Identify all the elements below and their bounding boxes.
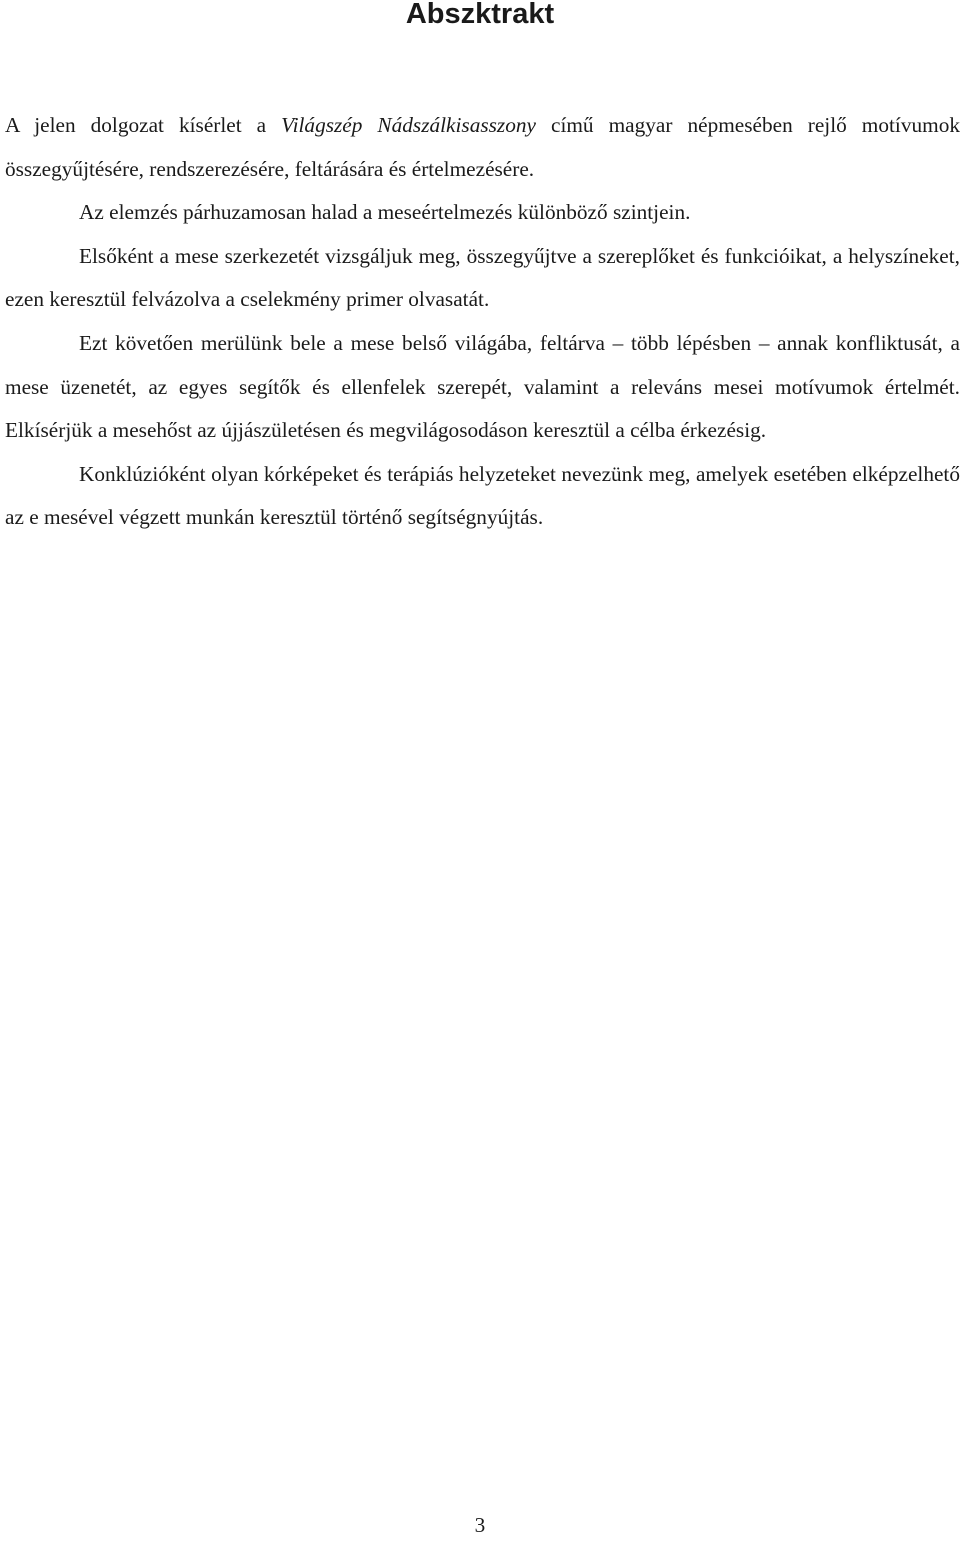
- paragraph-analysis-levels: Az elemzés párhuzamosan halad a meseértelmezés különböző szintjein.: [79, 200, 691, 225]
- paragraph-intro-start: A jelen dolgozat kísérlet a: [5, 113, 282, 137]
- paragraph-intro: [5, 104, 960, 191]
- paragraph-inner-world: Ezt követően merülünk bele a mese belső világába, feltárva – több lépésben – annak konfliktusát, a mese üzenetét, az egyes segítők és ellenfelek szerepét, valamint a releváns mesei motívumok értelmét. Elkísérjük a mesehőst az újjászületésen és megvilágosodáson keresztül a célba érkezésig.: [5, 330, 960, 443]
- tale-title: Világszép Nádszálkisasszony: [281, 113, 536, 137]
- paragraph-structure: Elsőként a mese szerkezetét vizsgáljuk meg, összegyűjtve a szereplőket és funkcióikat, a helyszíneket, ezen keresztül felvázolva a cselekmény primer olvasatát.: [5, 243, 960, 312]
- page-title: Abszktrakt: [405, 0, 555, 30]
- abstract-body: [5, 104, 960, 540]
- page-number: 3: [474, 1513, 486, 1537]
- paragraph-intro-end: című magyar népmesében rejlő motívumok összegyűjtésére, rendszerezésére, feltárására és értelmezésére.: [5, 113, 960, 181]
- paragraph-conclusion: Konklúzióként olyan kórképeket és terápiás helyzeteket nevezünk meg, amelyek esetében elképzelhető az e mesével végzett munkán keresztül történő segítségnyújtás.: [5, 461, 960, 530]
